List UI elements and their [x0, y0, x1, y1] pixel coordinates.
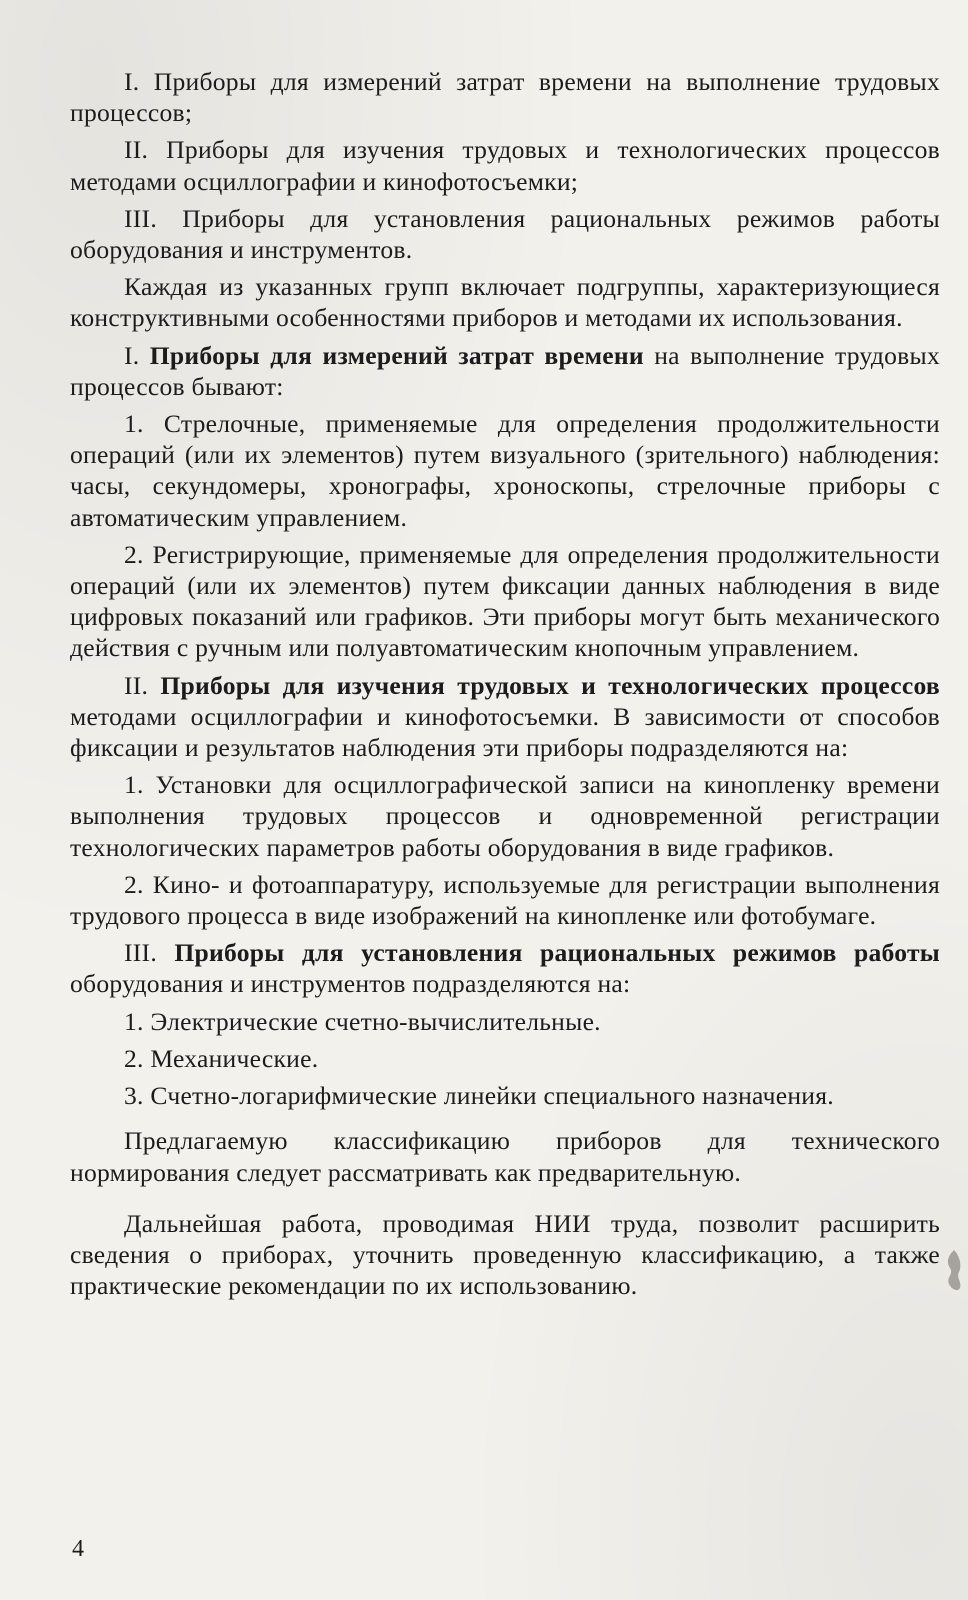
page-number: 4	[72, 1536, 84, 1562]
section-heading: Приборы для установления рациональных режимов работы	[174, 938, 940, 968]
paragraph-text: 2. Кино- и фотоаппаратуру, используемые для регистрации выполнения трудового процесса в виде изображений на кинопленке или фотобумаге.	[70, 869, 940, 931]
paragraph-text: 2. Механические.	[124, 1043, 319, 1073]
section-numeral: II.	[124, 670, 161, 700]
section-heading: Приборы для измерений затрат времени	[149, 340, 644, 370]
paragraph-group-1	[70, 66, 940, 128]
paragraph-group-2	[70, 134, 940, 196]
section-3-item-1	[70, 1006, 940, 1037]
paragraph-text: Дальнейшая работа, проводимая НИИ труда, позволит расширить сведения о приборах, уточнить проведенную классификацию, а также практические рекомендации по их использованию.	[70, 1208, 940, 1301]
section-numeral: III.	[124, 938, 175, 968]
section-3-item-2	[70, 1043, 940, 1074]
paragraph-text: I. Приборы для измерений затрат времени на выполнение трудовых процессов;	[70, 67, 940, 128]
paragraph-text: 1. Электрические счетно-вычислительные.	[124, 1006, 601, 1036]
paragraph-text: 1. Стрелочные, применяемые для определения продолжительности операций (или их элементов) путем визуального (зрительного) наблюдения: часы, секундомеры, хронографы, хроноскопы, стрелочные приборы с автоматическим управлением.	[70, 409, 940, 532]
paragraph-subgroups	[70, 271, 940, 333]
section-3-item-3	[70, 1080, 940, 1111]
section-2-item-1	[70, 769, 940, 863]
paragraph-group-3	[70, 203, 940, 265]
paragraph-classification-note	[70, 1125, 940, 1187]
section-1-item-1	[70, 408, 940, 533]
body-text	[70, 66, 940, 1307]
paragraph-text: Каждая из указанных групп включает подгруппы, характеризующиеся конструктивными особенностями приборов и методами их использования.	[70, 272, 940, 333]
paragraph-text: Предлагаемую классификацию приборов для технического нормирования следует рассматривать как предварительную.	[70, 1126, 940, 1187]
paragraph-text: II. Приборы для изучения трудовых и технологических процессов методами осциллографии и кинофотосъемки;	[70, 135, 940, 196]
section-1-intro	[70, 340, 940, 402]
section-heading: Приборы для изучения трудовых и технологических процессов	[160, 670, 940, 700]
paragraph-further-work	[70, 1208, 940, 1302]
paragraph-text: методами осциллографии и кинофотосъемки. В зависимости от способов фиксации и результатов наблюдения эти приборы подразделяются на:	[70, 701, 940, 763]
section-2-intro	[70, 670, 940, 764]
paragraph-text: 2. Регистрирующие, применяемые для определения продолжительности операций (или их элементов) путем фиксации данных наблюдения в виде цифровых показаний или графиков. Эти приборы могут быть механического действия с ручным или полуавтоматическим кнопочным управлением.	[70, 539, 940, 663]
paragraph-text: оборудования и инструментов подразделяются на:	[70, 969, 631, 999]
paragraph-text: 3. Счетно-логарифмические линейки специального назначения.	[124, 1081, 834, 1111]
section-numeral: I.	[124, 340, 150, 370]
paper-smudge-icon	[940, 1248, 964, 1294]
paragraph-text: III. Приборы для установления рациональных режимов работы оборудования и инструментов.	[70, 203, 940, 265]
section-1-item-2	[70, 539, 940, 664]
paragraph-text: на выполнение трудовых процессов бывают:	[70, 340, 940, 401]
paragraph-text: 1. Установки для осциллографической записи на кинопленку времени выполнения трудовых процессов и одновременной регистрации технологических параметров работы оборудования в виде графиков.	[70, 770, 940, 862]
section-2-item-2	[70, 869, 940, 931]
section-3-intro	[70, 937, 940, 999]
